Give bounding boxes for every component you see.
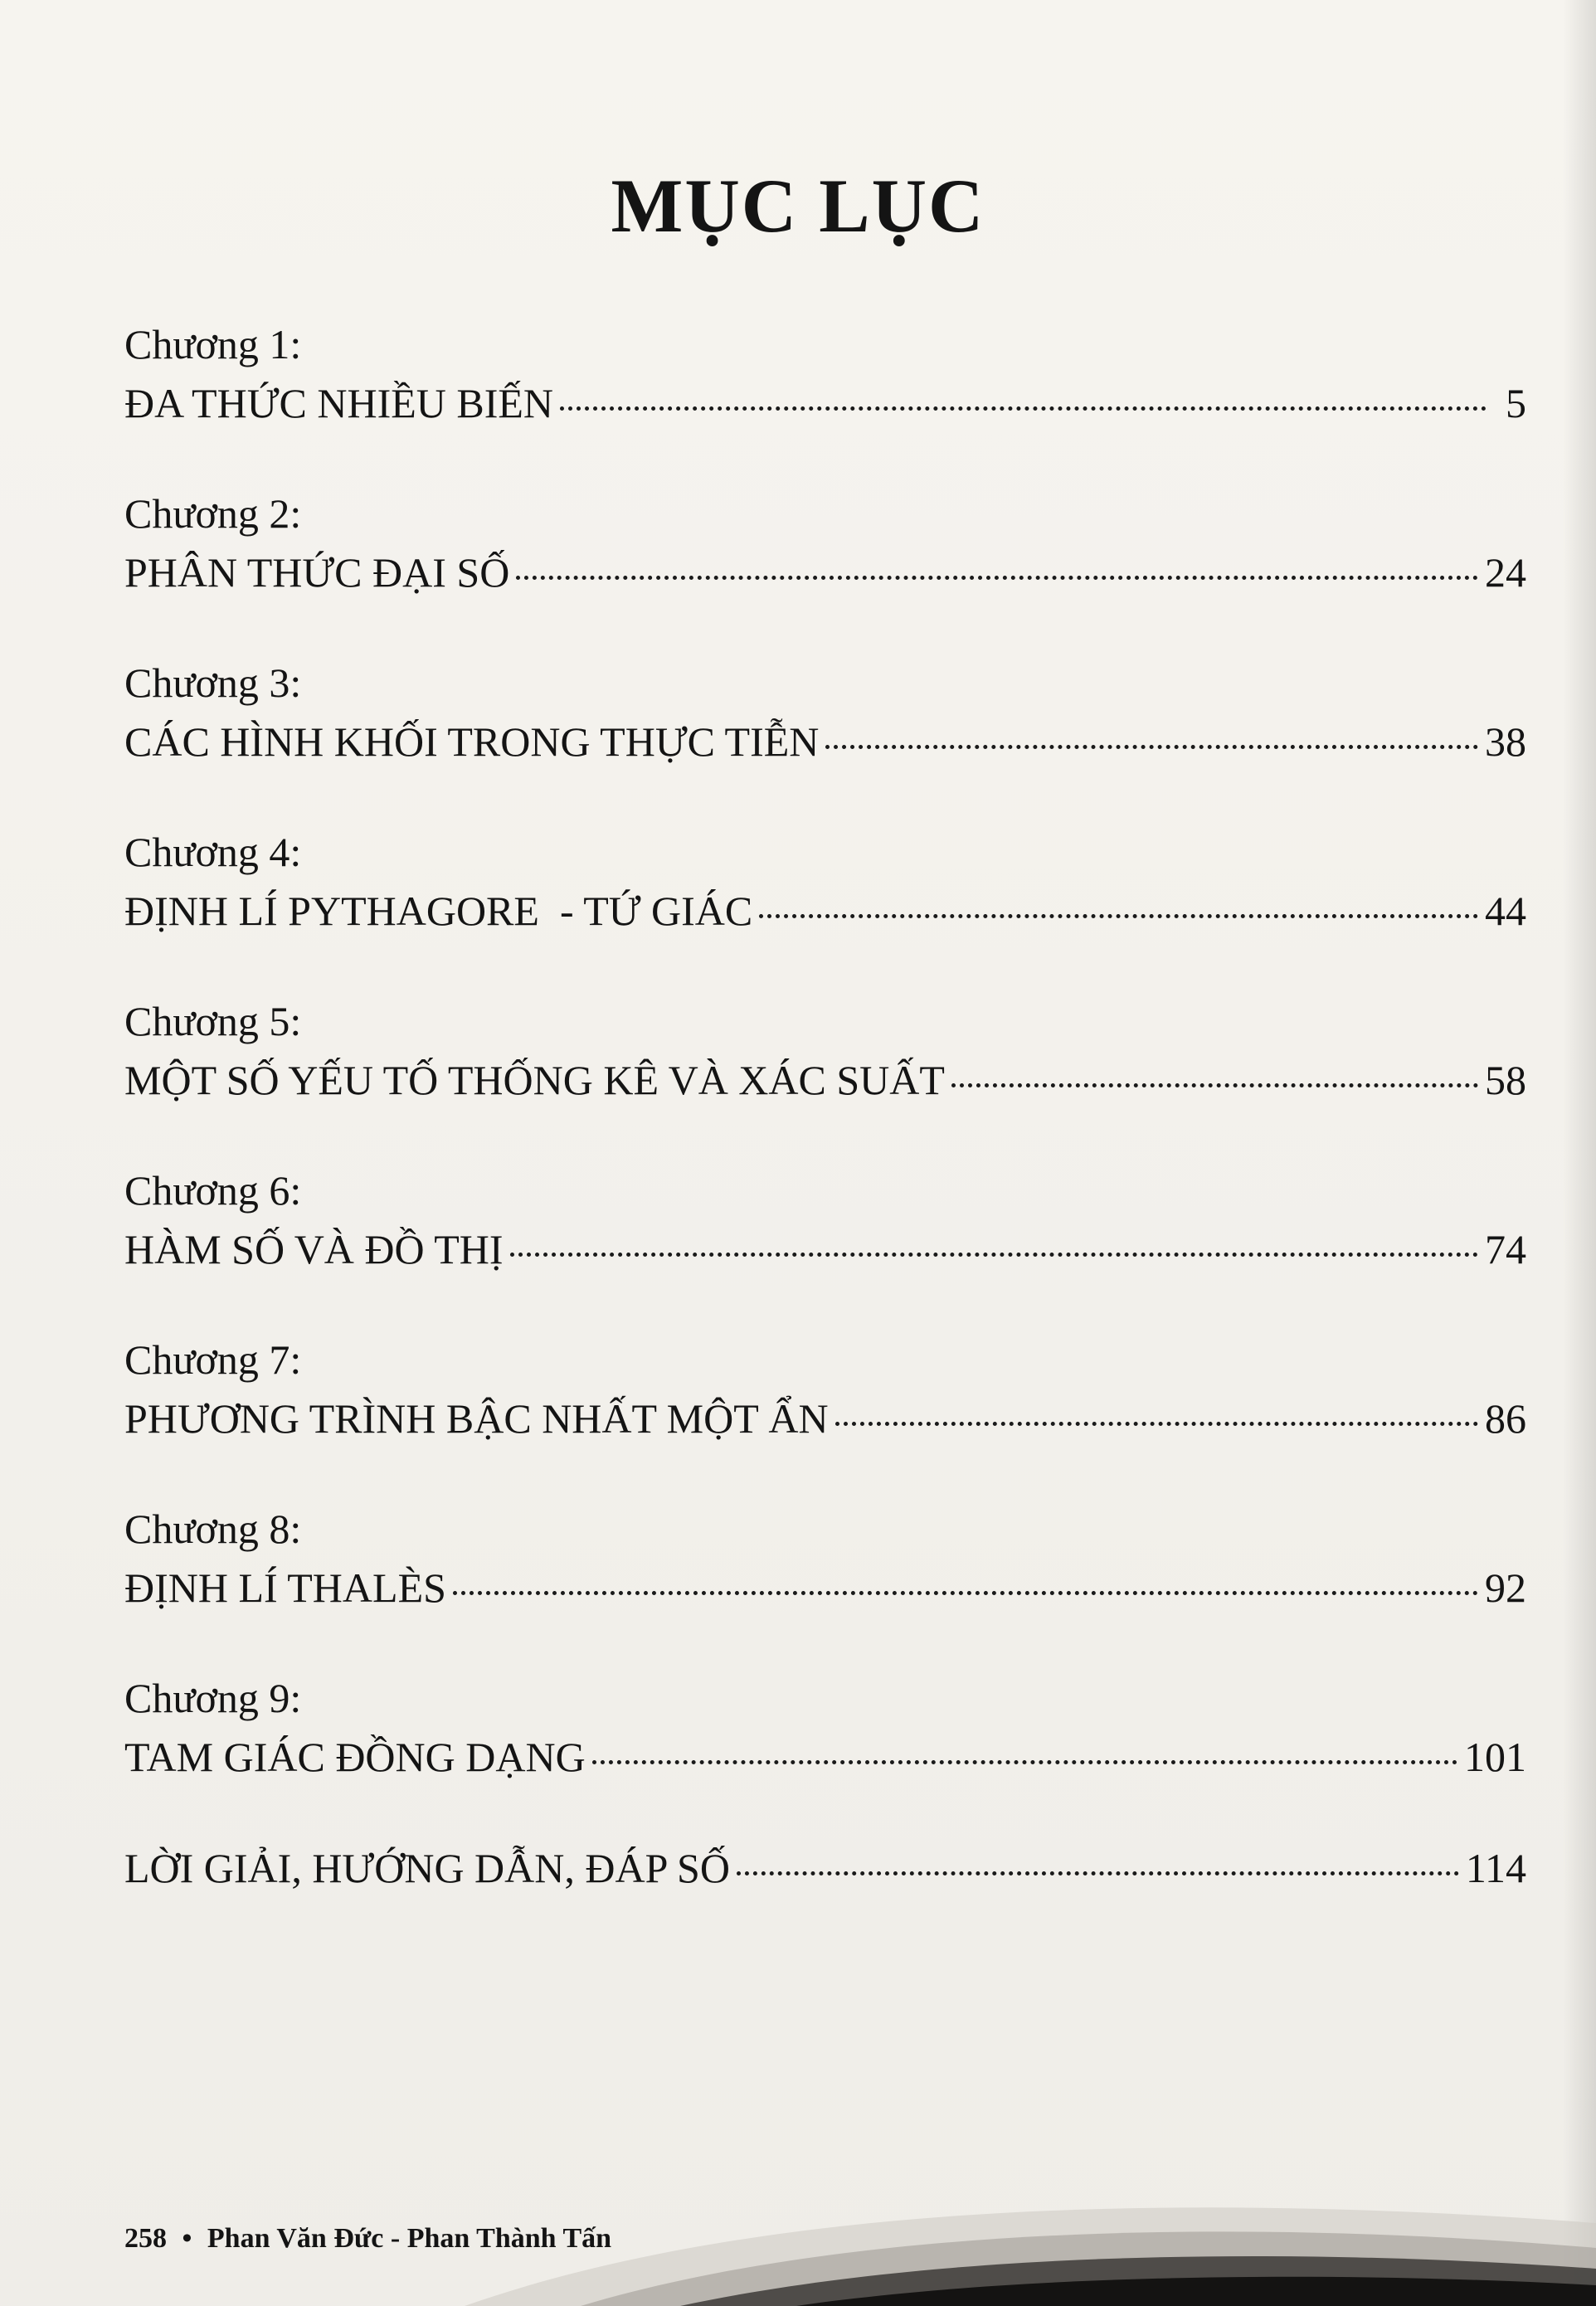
dot-leader [737, 1871, 1459, 1875]
dot-leader [560, 406, 1487, 411]
chapter-title: CÁC HÌNH KHỐI TRONG THỰC TIỄN [124, 718, 820, 765]
toc-entry-chapter-9[interactable] [124, 1669, 1526, 1838]
dot-leader [835, 1422, 1478, 1426]
footer-authors: Phan Văn Đức - Phan Thành Tấn [207, 2223, 612, 2254]
chapter-label: Chương 1: [124, 321, 302, 367]
page-number: 114 [1465, 1845, 1526, 1891]
chapter-label: Chương 3: [124, 659, 302, 706]
chapter-label: Chương 4: [124, 829, 302, 875]
chapter-title: PHƯƠNG TRÌNH BẬC NHẤT MỘT ẨN [124, 1395, 829, 1442]
table-of-contents [124, 315, 1526, 1954]
dot-leader [759, 914, 1478, 918]
page-number: 44 [1485, 888, 1526, 934]
chapter-title: HÀM SỐ VÀ ĐỒ THỊ [124, 1226, 504, 1272]
footer-page-number: 258 [124, 2223, 167, 2254]
dot-leader [951, 1083, 1478, 1087]
page-footer [124, 2223, 611, 2255]
toc-entry-chapter-1[interactable] [124, 315, 1526, 484]
chapter-label: Chương 8: [124, 1506, 302, 1552]
dot-leader [516, 576, 1478, 580]
page-number: 74 [1485, 1226, 1526, 1272]
footer-bullet: • [182, 2223, 192, 2254]
page-edge-shadow [1563, 0, 1596, 2306]
toc-entry-solutions[interactable] [124, 1838, 1526, 1954]
chapter-title: ĐỊNH LÍ THALÈS [124, 1564, 446, 1611]
toc-entry-chapter-5[interactable] [124, 992, 1526, 1161]
chapter-title: ĐỊNH LÍ PYTHAGORE - TỨ GIÁC [124, 888, 753, 934]
toc-entry-chapter-4[interactable] [124, 823, 1526, 992]
toc-entry-chapter-3[interactable] [124, 654, 1526, 823]
dot-leader [592, 1760, 1457, 1764]
page-number: 92 [1485, 1564, 1526, 1611]
chapter-label: Chương 2: [124, 490, 302, 537]
chapter-label: Chương 5: [124, 998, 302, 1044]
dot-leader [510, 1253, 1478, 1257]
page-number: 38 [1485, 718, 1526, 765]
page-number: 58 [1485, 1057, 1526, 1103]
chapter-label: Chương 9: [124, 1675, 302, 1721]
toc-entry-chapter-2[interactable] [124, 484, 1526, 654]
page-number: 24 [1485, 549, 1526, 596]
toc-entry-chapter-6[interactable] [124, 1161, 1526, 1331]
page-title: MỤC LỤC [611, 163, 985, 248]
page-number: 5 [1506, 380, 1526, 426]
chapter-title: TAM GIÁC ĐỒNG DẠNG [124, 1734, 586, 1780]
page-number: 86 [1485, 1395, 1526, 1442]
page-number: 101 [1464, 1734, 1526, 1780]
dot-leader [825, 745, 1478, 749]
toc-entry-chapter-8[interactable] [124, 1500, 1526, 1669]
chapter-label: Chương 7: [124, 1336, 302, 1383]
chapter-title: ĐA THỨC NHIỀU BIẾN [124, 380, 554, 426]
chapter-title: PHÂN THỨC ĐẠI SỐ [124, 549, 510, 596]
chapter-label: Chương 6: [124, 1167, 302, 1214]
toc-entry-chapter-7[interactable] [124, 1331, 1526, 1500]
section-title: LỜI GIẢI, HƯỚNG DẪN, ĐÁP SỐ [124, 1845, 730, 1891]
dot-leader [453, 1591, 1478, 1595]
chapter-title: MỘT SỐ YẾU TỐ THỐNG KÊ VÀ XÁC SUẤT [124, 1057, 945, 1103]
